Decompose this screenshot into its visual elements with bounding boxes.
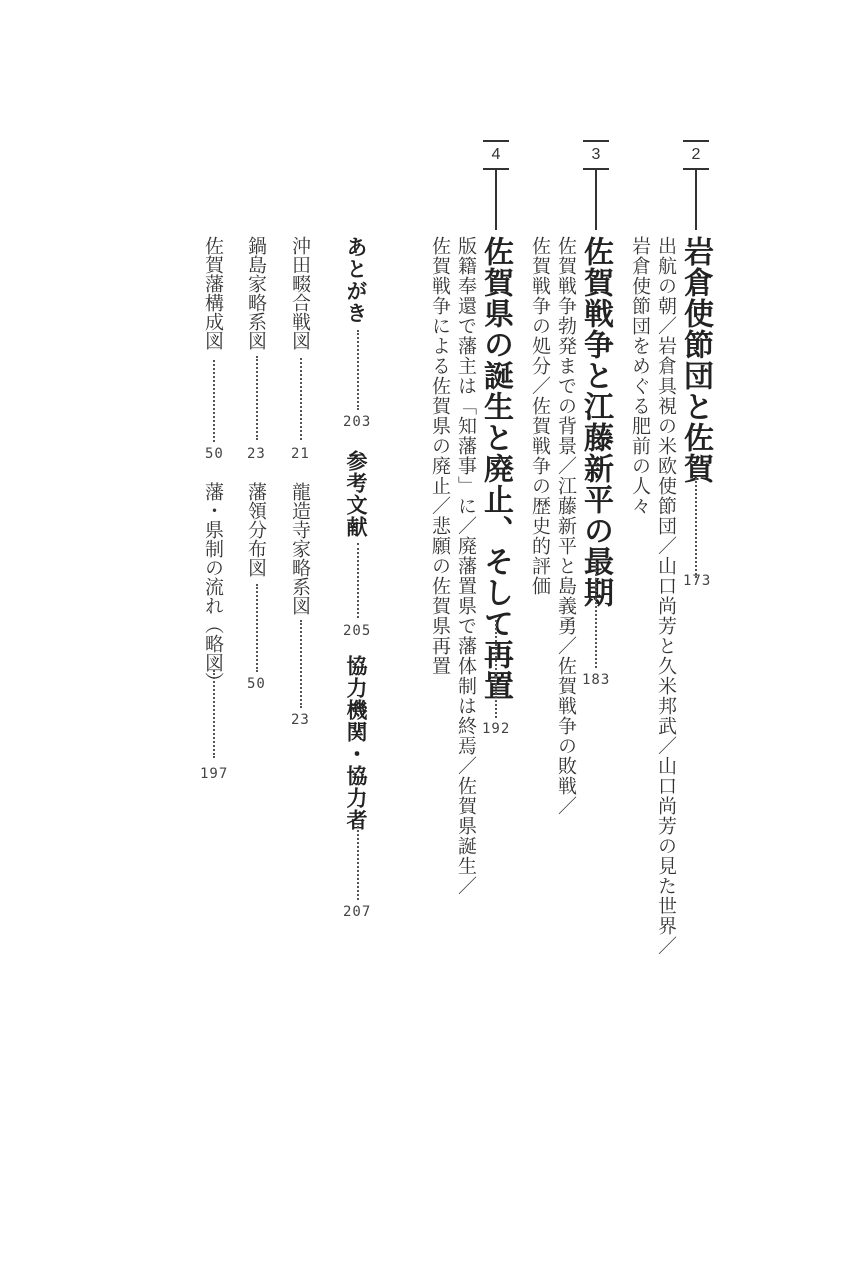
figure-hanryo-page: 50 — [247, 676, 266, 692]
figure-okitanawate-page: 21 — [291, 446, 310, 462]
chapter-3-subtitle-line-2: 佐賀戦争の処分／佐賀戦争の歴史的評価 — [529, 236, 551, 596]
figure-sagahan-title[interactable]: 佐賀藩構成図 — [202, 236, 224, 350]
chapter-3-page: 183 — [582, 672, 611, 688]
chapter-4-title[interactable]: 佐賀県の誕生と廃止、そして再置 — [478, 236, 513, 701]
chapter-2-title[interactable]: 岩倉使節団と佐賀 — [678, 236, 713, 484]
chapter-3-bracket-line — [595, 170, 597, 230]
afterword-page: 203 — [343, 414, 372, 430]
figure-hansei-page: 197 — [200, 766, 229, 782]
references-title[interactable]: 参考文献 — [344, 450, 369, 538]
chapter-2-leader — [695, 478, 697, 578]
figure-hanryo-leader — [256, 584, 258, 672]
chapter-4-leader — [495, 620, 497, 718]
figure-ryuzoji-leader — [300, 620, 302, 708]
figure-ryuzoji-title[interactable]: 龍造寺家略系図 — [289, 482, 311, 615]
chapter-2-page: 173 — [683, 573, 712, 589]
acknowledgements-leader — [357, 823, 359, 900]
chapter-3-number-bracket — [583, 140, 609, 170]
figure-nabeshima-page: 23 — [247, 446, 266, 462]
afterword-leader — [357, 330, 359, 410]
chapter-2-bracket-line — [695, 170, 697, 230]
references-page: 205 — [343, 623, 372, 639]
figure-hansei-leader — [213, 670, 215, 758]
chapter-3-number: 3 — [591, 146, 601, 163]
afterword-title[interactable]: あとがき — [344, 236, 369, 324]
chapter-4-number-bracket — [483, 140, 509, 170]
chapter-4-subtitle-line-2: 佐賀戦争による佐賀県の廃止／悲願の佐賀県再置 — [429, 236, 451, 676]
figure-hanryo-title[interactable]: 藩領分布図 — [245, 482, 267, 577]
chapter-3-leader — [595, 562, 597, 668]
references-leader — [357, 543, 359, 618]
chapter-2-number: 2 — [691, 146, 701, 163]
figure-sagahan-page: 50 — [205, 446, 224, 462]
figure-nabeshima-leader — [256, 356, 258, 440]
chapter-4-number: 4 — [491, 146, 501, 163]
chapter-4-subtitle-line-1: 版籍奉還で藩主は「知藩事」に／廃藩置県で藩体制は終焉／佐賀県誕生／ — [455, 236, 477, 896]
figure-hansei-title[interactable]: 藩・県制の流れ（略図） — [202, 482, 224, 691]
chapter-2-subtitle-line-2: 岩倉使節団をめぐる肥前の人々 — [629, 236, 651, 516]
chapter-2-subtitle-line-1: 出航の朝／岩倉具視の米欧使節団／山口尚芳と久米邦武／山口尚芳の見た世界／ — [655, 236, 677, 956]
acknowledgements-page: 207 — [343, 904, 372, 920]
chapter-2-number-bracket — [683, 140, 709, 170]
figure-sagahan-leader — [213, 360, 215, 442]
chapter-4-page: 192 — [482, 721, 511, 737]
chapter-3-title[interactable]: 佐賀戦争と江藤新平の最期 — [578, 236, 613, 608]
figure-okitanawate-leader — [300, 358, 302, 440]
figure-okitanawate-title[interactable]: 沖田畷合戦図 — [289, 236, 311, 350]
chapter-4-bracket-line — [495, 170, 497, 230]
acknowledgements-title[interactable]: 協力機関・協力者 — [344, 655, 369, 831]
chapter-3-subtitle-line-1: 佐賀戦争勃発までの背景／江藤新平と島義勇／佐賀戦争の敗戦／ — [555, 236, 577, 816]
figure-ryuzoji-page: 23 — [291, 712, 310, 728]
figure-nabeshima-title[interactable]: 鍋島家略系図 — [245, 236, 267, 350]
